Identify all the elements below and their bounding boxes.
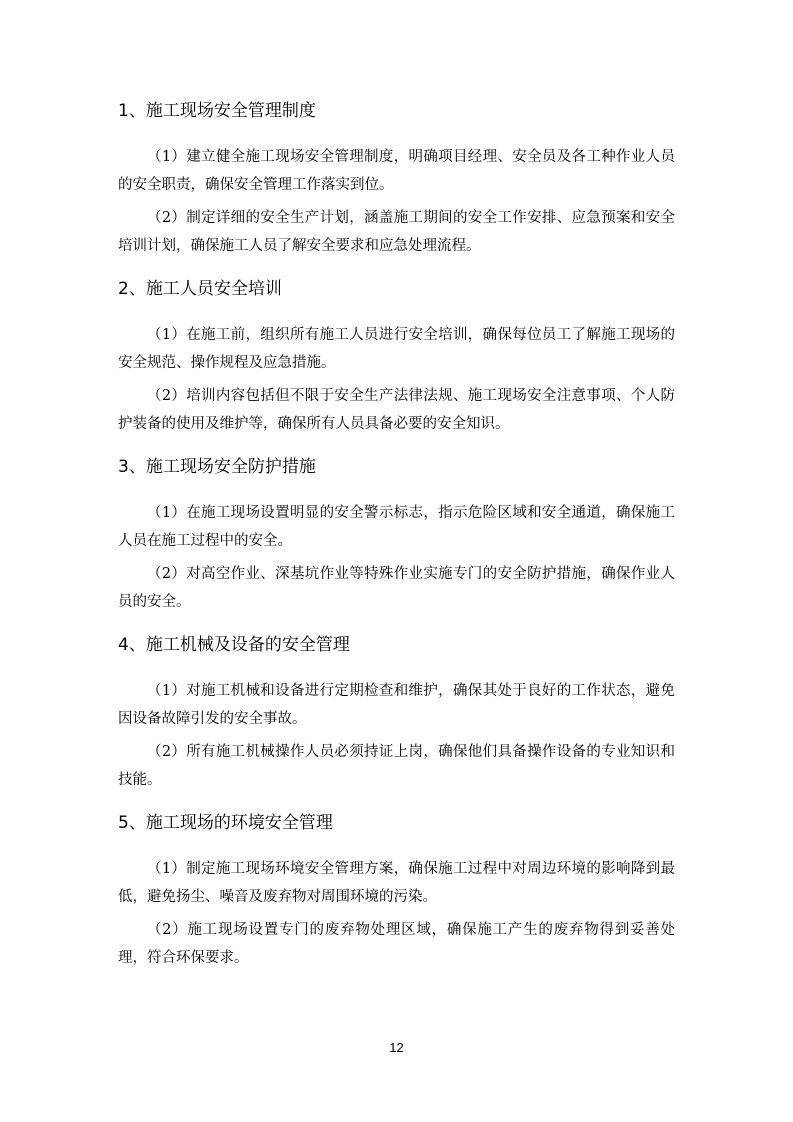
paragraph: （2）培训内容包括但不限于安全生产法律法规、施工现场安全注意事项、个人防护装备的使用及维护等，确保所有人员具备必要的安全知识。: [118, 388, 675, 432]
paragraph: （1）在施工现场设置明显的安全警示标志，指示危险区域和安全通道，确保施工人员在施工过程中的安全。: [118, 505, 675, 549]
section-heading: 4、施工机械及设备的安全管理: [118, 635, 350, 655]
paragraph: （2）施工现场设置专门的废弃物处理区域，确保施工产生的废弃物得到妥善处理，符合环保要求。: [118, 922, 675, 966]
section-3: [118, 454, 675, 616]
section-heading: 2、施工人员安全培训: [118, 279, 282, 299]
section-1: [118, 98, 675, 260]
paragraph: （2）所有施工机械操作人员必须持证上岗，确保他们具备操作设备的专业知识和技能。: [118, 744, 675, 788]
paragraph: （1）制定施工现场环境安全管理方案，确保施工过程中对周边环境的影响降到最低，避免扬尘、噪音及废弃物对周围环境的污染。: [118, 861, 675, 905]
section-2: [118, 276, 675, 438]
paragraph: （1）在施工前，组织所有施工人员进行安全培训，确保每位员工了解施工现场的安全规范、操作规程及应急措施。: [118, 327, 675, 371]
section-4: [118, 632, 675, 794]
paragraph: （1）对施工机械和设备进行定期检查和维护，确保其处于良好的工作状态，避免因设备故障引发的安全事故。: [118, 683, 675, 727]
section-heading: 1、施工现场安全管理制度: [118, 101, 316, 121]
paragraph: （1）建立健全施工现场安全管理制度，明确项目经理、安全员及各工种作业人员的安全职责，确保安全管理工作落实到位。: [118, 149, 675, 193]
section-5: [118, 810, 675, 972]
section-heading: 3、施工现场安全防护措施: [118, 457, 316, 477]
section-heading: 5、施工现场的环境安全管理: [118, 813, 333, 833]
page-number: 12: [389, 1040, 404, 1055]
paragraph: （2）制定详细的安全生产计划，涵盖施工期间的安全工作安排、应急预案和安全培训计划，确保施工人员了解安全要求和应急处理流程。: [118, 210, 675, 254]
document-body: [118, 98, 675, 988]
paragraph: （2）对高空作业、深基坑作业等特殊作业实施专门的安全防护措施，确保作业人员的安全。: [118, 566, 675, 610]
